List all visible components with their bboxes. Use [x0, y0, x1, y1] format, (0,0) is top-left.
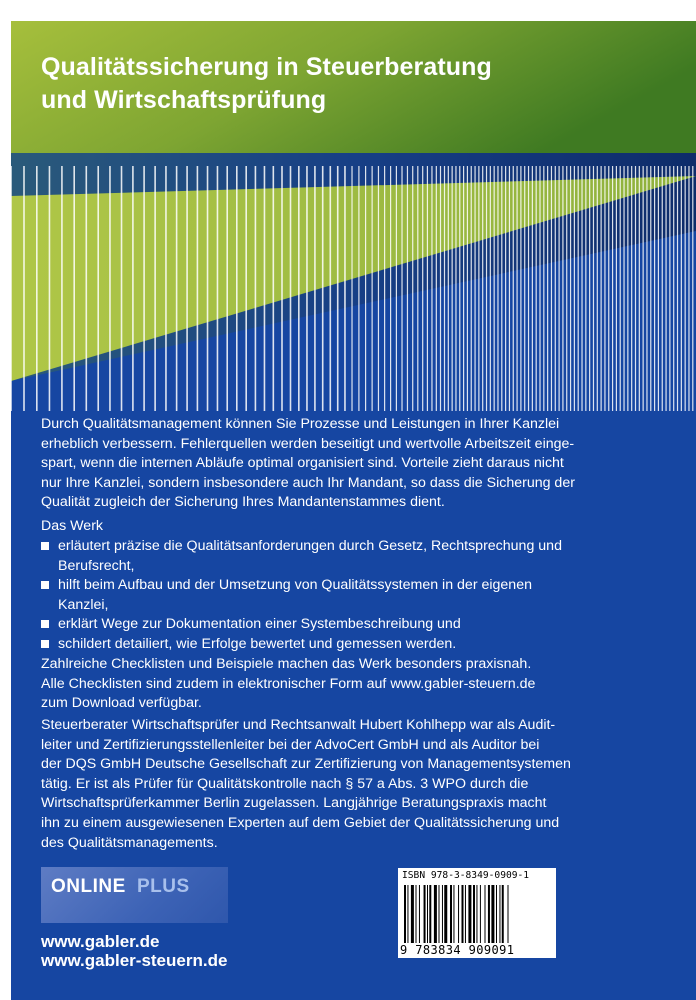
- list-item: erklärt Wege zur Dokumentation einer Systembeschreibung und: [41, 615, 681, 635]
- website-gabler[interactable]: www.gabler.de: [41, 932, 160, 951]
- title-line-1: Qualitätssicherung in Steuerberatung: [41, 53, 492, 81]
- cover-title: [41, 51, 492, 117]
- title-line-2: und Wirtschaftsprüfung: [41, 86, 327, 114]
- website-gabler-steuern[interactable]: www.gabler-steuern.de: [41, 951, 228, 970]
- ean-digits: 9 783834 909091: [400, 943, 515, 957]
- checklists-paragraph: Zahlreiche Checklisten und Beispiele machen das Werk besonders praxisnah. Alle Checklisten sind zudem in elektronischer Form auf www.gabler-steuern.de zum Download verfügbar.: [41, 656, 536, 712]
- list-item: schildert detailiert, wie Erfolge bewertet und gemessen werden.: [41, 635, 681, 655]
- badge-plus-text: PLUS: [137, 876, 190, 897]
- online-plus-badge: [41, 867, 228, 923]
- intro-paragraph: Durch Qualitätsmanagement können Sie Prozesse und Leistungen in Ihrer Kanzlei erheblich verbessern. Fehlerquellen werden beseitigt und wertvolle Arbeitszeit einge- spart, wenn die internen Abläufe optimal organisiert sind. Vorteile zieht daraus nicht nur Ihre Kanzlei, sondern insbesondere auch Ihr Mandant, so dass die Sicherung der Qualität zugleich der Sicherung Ihres Mandantenstammes dient.: [41, 416, 575, 511]
- isbn-barcode: [398, 868, 556, 958]
- list-item: hilft beim Aufbau und der Umsetzung von Qualitätssystemen in der eigenen Kanzlei,: [41, 576, 681, 615]
- author-paragraph: Steuerberater Wirtschaftsprüfer und Rechtsanwalt Hubert Kohlhepp war als Audit- leiter und Zertifizierungsstellenleiter bei der AdvoCert GmbH und als Auditor bei der DQS GmbH Deutsche Gesellschaft zur Zertifizierung von Managementsystemen tätig. Er ist als Prüfer für Qualitätskontrolle nach § 57 a Abs. 3 WPO durch die Wirtschaftsprüferkammer Berlin zugelassen. Langjährige Beratungspraxis macht ihn zu einem ausgewiesenen Experten auf dem Gebiet der Qualitätssicherung und des Qualitätsmanagements.: [41, 717, 571, 851]
- book-back-cover: [11, 21, 696, 1000]
- list-item: erläutert präzise die Qualitätsanforderungen durch Gesetz, Rechtsprechung und Berufsrecht,: [41, 537, 681, 576]
- badge-online-text: ONLINE: [51, 876, 126, 897]
- barcode-bars: [402, 885, 552, 943]
- isbn-label: ISBN 978-3-8349-0909-1: [402, 870, 530, 881]
- werk-heading: Das Werk: [41, 518, 104, 534]
- werk-feature-list: [41, 537, 681, 655]
